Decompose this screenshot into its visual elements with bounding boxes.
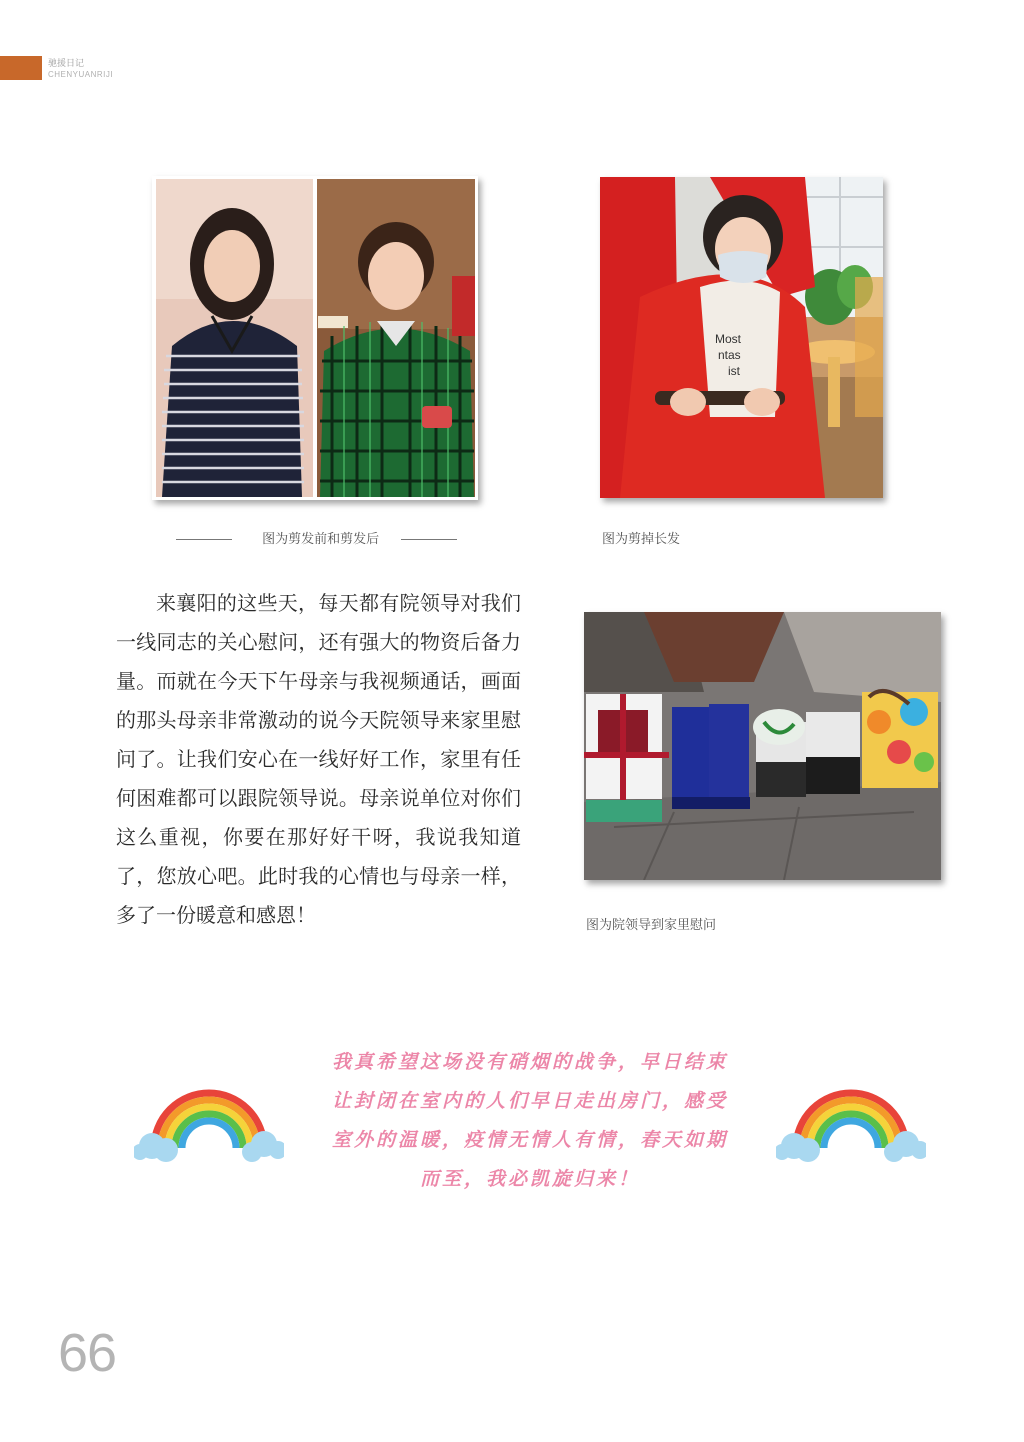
shirt-text: Most [715,332,742,346]
caption-dash-left [176,539,232,540]
poem-line: 我真希望这场没有硝烟的战争，早日结束 [331,1051,728,1073]
body-paragraph: 来襄阳的这些天，每天都有院领导对我们一线同志的关心慰问，还有强大的物资后备力量。而就在今天下午母亲与我视频通话，画面的那头母亲非常激动的说今天院领导来家里慰问了。让我们安心在一线好好工作，家里有任何困难都可以跟院领导说。母亲说单位对你们这么重视，你要在那好好干呀，我说我知道了，您放心吧。此时我的心情也与母亲一样，多了一份暖意和感恩！ [116,591,521,927]
rainbow-left-icon [134,1078,284,1168]
caption-haircut-before-after [176,528,457,547]
photo-haircut-before-after [152,176,478,500]
section-pinyin: CHENYUANRIJI [48,70,114,79]
shirt-text: ntas [718,348,741,362]
caption-dash-right [401,539,457,540]
page-number: 66 [58,1323,117,1383]
poem-block [310,1043,750,1199]
photo-leaders-visit-home [584,612,941,880]
caption-text: 图为剪发前和剪发后 [262,532,380,547]
header-accent-bar [0,56,42,80]
caption-leaders-visit-home: 图为院领导到家里慰问 [586,918,717,933]
poem-line: 让封闭在室内的人们早日走出房门，感受 [331,1090,728,1112]
poem-line: 而至，我必凯旋归来！ [419,1168,640,1190]
poem-line: 室外的温暖，疫情无情人有情，春天如期 [331,1129,728,1151]
caption-cutting-long-hair: 图为剪掉长发 [602,532,681,547]
section-title: 驰援日记 [48,59,85,69]
shirt-text: ist [728,364,740,378]
photo-cutting-long-hair [600,177,883,498]
rainbow-right-icon [776,1078,926,1168]
